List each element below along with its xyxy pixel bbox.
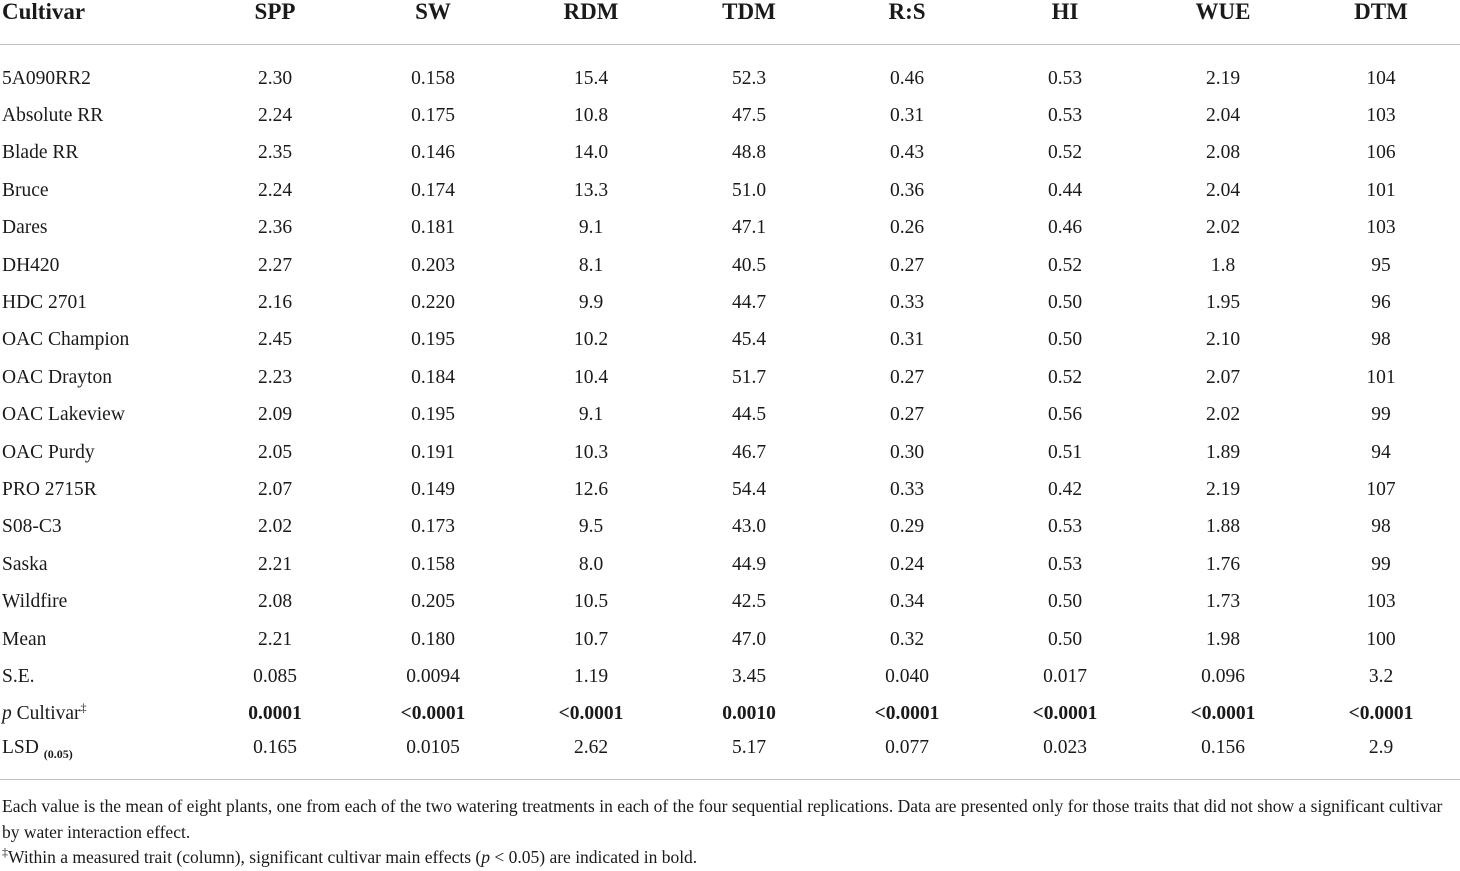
row-label: Dares	[2, 217, 48, 239]
table-cell: 52.3	[731, 67, 767, 89]
table-cell: 10.2	[573, 329, 609, 351]
table-cell: 10.5	[573, 591, 609, 613]
p-symbol: p	[2, 703, 12, 725]
table-cell: 0.040	[885, 665, 929, 687]
table-body	[0, 45, 1460, 780]
row-label: Saska	[2, 553, 48, 575]
column-header-sw: SW	[354, 0, 512, 45]
row-label: OAC Champion	[2, 329, 130, 351]
table-cell: 2.24	[257, 105, 293, 127]
table-cell: 100	[1366, 628, 1396, 650]
table-row	[0, 621, 1460, 658]
table-row	[0, 322, 1460, 359]
table-cell: 1.76	[1205, 553, 1241, 575]
row-label: S.E.	[2, 665, 35, 687]
table-cell: 2.05	[257, 441, 293, 463]
table-cell: 0.0094	[406, 665, 460, 687]
table-cell: 2.19	[1205, 67, 1241, 89]
table-cell: 2.9	[1302, 733, 1460, 780]
table-cell: 0.50	[1047, 628, 1083, 650]
table-cell: 0.31	[889, 105, 925, 127]
column-header-r-s: R:S	[828, 0, 986, 45]
table-cell: 0.53	[1047, 553, 1083, 575]
column-header-rdm: RDM	[512, 0, 670, 45]
table-cell: 0.149	[411, 478, 455, 500]
table-cell: 13.3	[573, 179, 609, 201]
table-cell: 0.50	[1047, 329, 1083, 351]
table-row	[0, 247, 1460, 284]
footnote-general: Each value is the mean of eight plants, one from each of the two watering treatments in each of the four sequential replications. Data are presented only for those traits that did not show a significant cultivar by water interaction effect.	[2, 796, 1443, 842]
table-row	[0, 471, 1460, 508]
table-cell: 106	[1366, 142, 1396, 164]
table-cell: 103	[1366, 591, 1396, 613]
table-cell: 0.023	[986, 733, 1144, 780]
table-cell: 2.08	[257, 591, 293, 613]
table-cell: 101	[1366, 366, 1396, 388]
row-label: OAC Lakeview	[2, 404, 125, 426]
table-row	[0, 546, 1460, 583]
table-cell: 2.09	[257, 404, 293, 426]
table-cell: 0.31	[889, 329, 925, 351]
table-cell: <0.0001	[558, 703, 624, 725]
table-cell: 1.88	[1205, 516, 1241, 538]
table-cell: 9.1	[578, 404, 604, 426]
column-header-dtm: DTM	[1302, 0, 1460, 45]
table-cell: 0.46	[1047, 217, 1083, 239]
table-cell: 3.45	[731, 665, 767, 687]
table-cell: 10.8	[573, 105, 609, 127]
table-cell: 2.21	[257, 628, 293, 650]
table-cell: 0.077	[828, 733, 986, 780]
table-cell: 2.02	[257, 516, 293, 538]
table-cell: 0.26	[889, 217, 925, 239]
table-cell: 0.0001	[248, 703, 302, 725]
table-cell: 47.0	[731, 628, 767, 650]
table-cell: 0.36	[889, 179, 925, 201]
lsd-row	[0, 733, 1460, 780]
table-cell: 0.017	[1043, 665, 1087, 687]
table-cell: 0.191	[411, 441, 455, 463]
table-cell: 12.6	[573, 478, 609, 500]
table-cell: 47.1	[731, 217, 767, 239]
table-cell: 0.33	[889, 292, 925, 314]
table-cell: 0.30	[889, 441, 925, 463]
lsd-subscript: (0.05)	[43, 746, 73, 761]
table-header	[0, 0, 1460, 45]
table-cell: 95	[1371, 254, 1391, 276]
table-cell: 1.19	[573, 665, 609, 687]
table-cell: 54.4	[731, 478, 767, 500]
table-cell: 40.5	[731, 254, 767, 276]
table-cell: 2.35	[257, 142, 293, 164]
table-cell: 0.27	[889, 404, 925, 426]
table-cell: 44.7	[731, 292, 767, 314]
table-cell: 0.0010	[722, 703, 776, 725]
table-cell: 0.146	[411, 142, 455, 164]
footnote-p-symbol: p	[481, 847, 491, 867]
table-cell: 107	[1366, 478, 1396, 500]
table-cell: 2.07	[1205, 366, 1241, 388]
table-cell: 51.7	[731, 366, 767, 388]
table-row	[0, 509, 1460, 546]
table-cell: 94	[1371, 441, 1391, 463]
table-cell: 2.27	[257, 254, 293, 276]
table-cell: 2.23	[257, 366, 293, 388]
table-cell: 2.07	[257, 478, 293, 500]
column-header-tdm: TDM	[670, 0, 828, 45]
table-cell: 98	[1371, 516, 1391, 538]
table-cell: 14.0	[573, 142, 609, 164]
table-cell: 2.21	[257, 553, 293, 575]
table-row	[0, 60, 1460, 97]
table-row	[0, 658, 1460, 695]
table-cell: 1.98	[1205, 628, 1241, 650]
table-cell: 0.27	[889, 254, 925, 276]
table-cell: 0.56	[1047, 404, 1083, 426]
row-label	[0, 696, 196, 733]
row-label: PRO 2715R	[2, 478, 97, 500]
table-cell: 2.02	[1205, 404, 1241, 426]
table-cell: 48.8	[731, 142, 767, 164]
dagger-mark: ‡	[80, 700, 87, 715]
table-cell: 2.02	[1205, 217, 1241, 239]
table-cell: 0.33	[889, 478, 925, 500]
table-cell: 10.7	[573, 628, 609, 650]
table-cell: 0.203	[411, 254, 455, 276]
column-header-spp: SPP	[196, 0, 354, 45]
table-cell: <0.0001	[1190, 703, 1256, 725]
footnote-text-pre: Within a measured trait (column), significant cultivar main effects (	[8, 847, 482, 867]
table-cell: 2.04	[1205, 105, 1241, 127]
table-cell: 0.195	[411, 404, 455, 426]
table-cell: 10.3	[573, 441, 609, 463]
table-row	[0, 210, 1460, 247]
table-cell: 5.17	[670, 733, 828, 780]
table-cell: 9.5	[578, 516, 604, 538]
table-cell: 2.08	[1205, 142, 1241, 164]
table-cell: 51.0	[731, 179, 767, 201]
table-row	[0, 434, 1460, 471]
table-cell: 0.158	[411, 553, 455, 575]
table-cell: 1.89	[1205, 441, 1241, 463]
row-label: 5A090RR2	[2, 67, 91, 89]
column-header-hi: HI	[986, 0, 1144, 45]
row-label: Bruce	[2, 179, 49, 201]
table-cell: 96	[1371, 292, 1391, 314]
table-cell: 43.0	[731, 516, 767, 538]
column-header-cultivar: Cultivar	[0, 0, 196, 45]
row-label	[0, 733, 196, 780]
table-cell: <0.0001	[1348, 703, 1414, 725]
table-cell: 0.180	[411, 628, 455, 650]
row-label: Mean	[2, 628, 47, 650]
footnote-dagger: ‡	[2, 845, 8, 860]
table-cell: 0.096	[1201, 665, 1245, 687]
table-cell: 99	[1371, 404, 1391, 426]
table-cell: 0.52	[1047, 254, 1083, 276]
table-cell: 44.5	[731, 404, 767, 426]
table-cell: 8.0	[578, 553, 604, 575]
table-cell: 2.19	[1205, 478, 1241, 500]
table-cell: 0.52	[1047, 142, 1083, 164]
table-cell: 0.53	[1047, 516, 1083, 538]
table-cell: 0.175	[411, 105, 455, 127]
table-cell: 0.53	[1047, 105, 1083, 127]
table-cell: 0.51	[1047, 441, 1083, 463]
table-cell: 0.195	[411, 329, 455, 351]
table-cell: 0.0105	[354, 733, 512, 780]
table-cell: 1.8	[1210, 254, 1236, 276]
p-value-row	[0, 696, 1460, 733]
table-cell: 0.46	[889, 67, 925, 89]
table-cell: 0.44	[1047, 179, 1083, 201]
table-cell: 0.220	[411, 292, 455, 314]
footnote-text-post: < 0.05) are indicated in bold.	[490, 847, 698, 867]
table-cell: 0.181	[411, 217, 455, 239]
table-cell: 44.9	[731, 553, 767, 575]
table-cell: 8.1	[578, 254, 604, 276]
table-cell: 42.5	[731, 591, 767, 613]
table-row	[0, 97, 1460, 134]
table-cell: 2.04	[1205, 179, 1241, 201]
table-cell: 0.173	[411, 516, 455, 538]
table-cell: 0.174	[411, 179, 455, 201]
row-label: HDC 2701	[2, 292, 88, 314]
table-cell: 9.1	[578, 217, 604, 239]
table-cell: 101	[1366, 179, 1396, 201]
table-cell: 45.4	[731, 329, 767, 351]
table-cell: 2.10	[1205, 329, 1241, 351]
table-cell: 0.27	[889, 366, 925, 388]
table-cell: 1.73	[1205, 591, 1241, 613]
table-cell: 0.50	[1047, 591, 1083, 613]
table-cell: 2.30	[257, 67, 293, 89]
p-label-text: Cultivar	[11, 703, 81, 725]
table-cell: 2.45	[257, 329, 293, 351]
table-cell: 0.184	[411, 366, 455, 388]
table-row	[0, 172, 1460, 209]
table-row	[0, 397, 1460, 434]
table-cell: 1.95	[1205, 292, 1241, 314]
table-cell: 0.205	[411, 591, 455, 613]
table-footnotes	[2, 794, 1458, 871]
table-cell: 15.4	[573, 67, 609, 89]
row-label: S08-C3	[2, 516, 62, 538]
row-label: OAC Drayton	[2, 366, 112, 388]
header-row	[0, 0, 1460, 45]
table-cell: 0.24	[889, 553, 925, 575]
table-cell: 0.165	[196, 733, 354, 780]
table-cell: 0.29	[889, 516, 925, 538]
table-cell: 47.5	[731, 105, 767, 127]
table-cell: 10.4	[573, 366, 609, 388]
table-row	[0, 135, 1460, 172]
table-row	[0, 359, 1460, 396]
table-cell: 99	[1371, 553, 1391, 575]
table-cell: 0.34	[889, 591, 925, 613]
row-label: Wildfire	[2, 591, 68, 613]
table-cell: 46.7	[731, 441, 767, 463]
table-cell: <0.0001	[874, 703, 940, 725]
table-cell: 0.32	[889, 628, 925, 650]
table-cell: <0.0001	[1032, 703, 1098, 725]
table-cell: 3.2	[1368, 665, 1394, 687]
header-spacer	[0, 45, 1460, 61]
table-cell: 2.16	[257, 292, 293, 314]
table-cell: 0.52	[1047, 366, 1083, 388]
table-cell: 98	[1371, 329, 1391, 351]
table-row	[0, 583, 1460, 620]
table-cell: 2.24	[257, 179, 293, 201]
table-cell: 0.43	[889, 142, 925, 164]
table-cell: 103	[1366, 217, 1396, 239]
table-cell: 104	[1366, 67, 1396, 89]
table-cell: 0.53	[1047, 67, 1083, 89]
table-cell: 0.158	[411, 67, 455, 89]
table-cell: 103	[1366, 105, 1396, 127]
table-cell: <0.0001	[400, 703, 466, 725]
row-label: DH420	[2, 254, 60, 276]
table-cell: 9.9	[578, 292, 604, 314]
table-cell: 0.156	[1144, 733, 1302, 780]
table-cell: 0.50	[1047, 292, 1083, 314]
row-label: OAC Purdy	[2, 441, 95, 463]
row-label: Absolute RR	[2, 105, 104, 127]
table-cell: 2.36	[257, 217, 293, 239]
row-label: Blade RR	[2, 142, 79, 164]
table-cell: 0.085	[253, 665, 297, 687]
table-cell: 2.62	[512, 733, 670, 780]
footnote-significance	[2, 845, 1458, 871]
column-header-wue: WUE	[1144, 0, 1302, 45]
table-cell: 0.42	[1047, 478, 1083, 500]
table-row	[0, 284, 1460, 321]
lsd-label: LSD	[2, 737, 44, 759]
